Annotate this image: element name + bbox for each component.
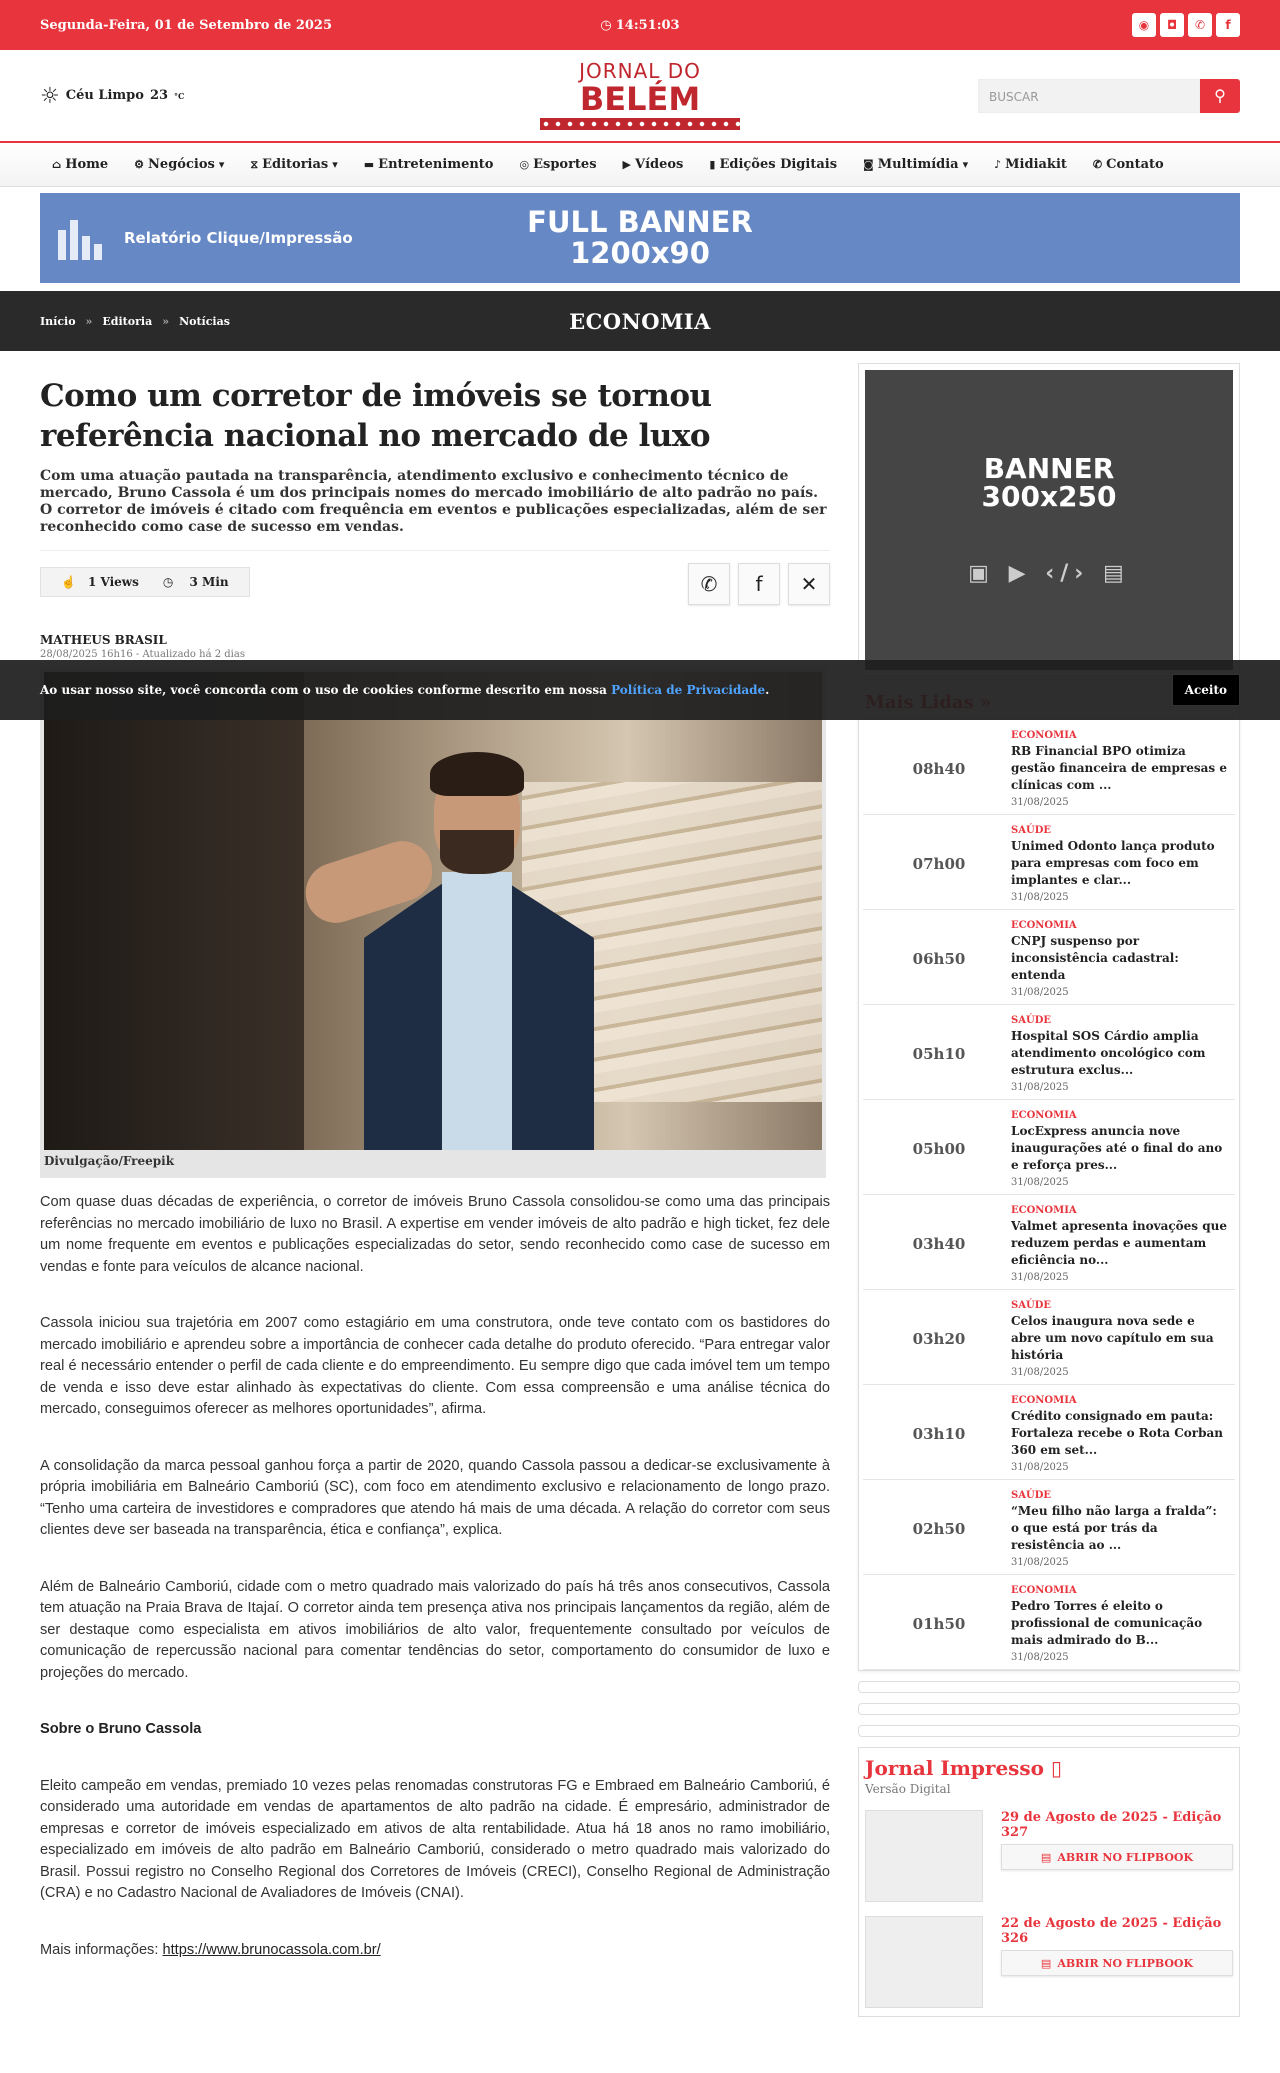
most-read-text <box>1009 730 1229 808</box>
nav-multimidia[interactable]: ◙ Multimídia ▾ <box>863 157 969 172</box>
clock <box>600 18 679 33</box>
impresso-title[interactable]: Jornal Impresso ▯ <box>865 1756 1063 1780</box>
empty-widget <box>858 1703 1240 1715</box>
logo-film-strip <box>540 118 740 130</box>
open-flipbook-button[interactable]: ▤ ABRIR NO FLIPBOOK <box>1001 1844 1233 1870</box>
most-read-date: 31/08/2025 <box>1011 1462 1069 1473</box>
bar-chart-icon <box>58 216 110 260</box>
article-paragraph: Com quase duas décadas de experiência, o corretor de imóveis Bruno Cassola consolidou-se como uma das principais referências no mercado imobiliário de luxo no Brasil. A expertise em vender imóveis de alto padrão e high ticket, fez dele um nome frequente em eventos e publicações especializadas do setor, sendo reconhecido como case de sucesso em vendas e fonte para veículos de alcance nacional. <box>40 1194 830 1275</box>
most-read-headline[interactable]: “Meu filho não larga a fralda”: o que está por trás da resistência ao ... <box>1011 1504 1217 1552</box>
most-read-headline[interactable]: LocExpress anuncia nove inaugurações até o final do ano e reforça pres... <box>1011 1124 1223 1172</box>
weather-label: Céu Limpo <box>65 88 144 103</box>
most-read-item[interactable] <box>863 1290 1235 1385</box>
breadcrumb-inicio[interactable]: Início <box>40 314 76 328</box>
most-read-category: ECONOMIA <box>1011 1205 1077 1216</box>
article-paragraph: A consolidação da marca pessoal ganhou força a partir de 2020, quando Cassola passou a dedicar-se exclusivamente à própria imobiliária em Balneário Camboriú (SC), com foco em atendimento exclusivo e relacionamento de longo prazo. “Tenho uma carteira de investidores e compradores que atendo há mais de uma década. A relação do corretor com seus clientes deve ser baseada na transparência, ética e confiança”, explica. <box>40 1457 830 1538</box>
article-meta-bar <box>40 550 830 605</box>
cookie-accept-button[interactable]: Aceito <box>1172 674 1240 706</box>
site-header <box>0 50 1280 143</box>
most-read-category: SAÚDE <box>1011 1015 1051 1026</box>
keyboard-icon: ▬ <box>363 158 375 171</box>
nav-home[interactable]: ⌂ Home <box>52 157 109 172</box>
nav-entretenimento[interactable]: ▬ Entretenimento <box>363 157 494 172</box>
most-read-text <box>1009 1395 1229 1473</box>
mobile-icon: ▯ <box>1051 1756 1063 1780</box>
edition-thumbnail[interactable] <box>865 1916 983 2008</box>
article-lead: Com uma atuação pautada na transparência, atendimento exclusivo e conhecimento técnico de mercado, Bruno Cassola é um dos principais nomes do mercado imobiliário de alto padrão no país. O corretor de imóveis é citado com frequência em eventos e publicações especializadas, além de ser reconhecido como case de sucesso em vendas. <box>40 468 827 535</box>
most-read-category: ECONOMIA <box>1011 920 1077 931</box>
full-banner-ad[interactable] <box>40 193 1240 283</box>
most-read-headline[interactable]: Valmet apresenta inovações que reduzem perdas e aumentam eficiência no... <box>1011 1219 1227 1267</box>
rss-icon[interactable]: ◉ <box>1132 13 1156 37</box>
most-read-category: ECONOMIA <box>1011 1110 1077 1121</box>
nav-edicoes-digitais[interactable]: ▮ Edições Digitais <box>709 157 838 172</box>
empty-widget <box>858 1681 1240 1693</box>
article <box>40 351 830 2017</box>
cookie-consent-bar <box>0 660 1280 720</box>
bell-icon: ♪ <box>994 158 1002 171</box>
most-read-item[interactable] <box>863 720 1235 815</box>
clock-icon: ◷ <box>600 17 612 33</box>
most-read-text <box>1009 1585 1229 1663</box>
impresso-subtitle: Versão Digital <box>865 1782 951 1796</box>
most-read-date: 31/08/2025 <box>1011 1177 1069 1188</box>
most-read-list <box>859 720 1239 1670</box>
most-read-text <box>1009 825 1229 903</box>
site-logo[interactable] <box>540 60 740 136</box>
most-read-time: 01h50 <box>912 1615 966 1633</box>
privacy-policy-link[interactable]: Política de Privacidade <box>611 683 766 697</box>
most-read-category: SAÚDE <box>1011 1300 1051 1311</box>
top-bar <box>0 0 1280 50</box>
banner-size-label: FULL BANNER 1200x90 <box>527 205 753 270</box>
article-subheading: Sobre o Bruno Cassola <box>40 1721 202 1737</box>
banner-300x250: BANNER 300x250 ▣ ▶ ‹/› ▤ <box>865 370 1233 670</box>
weather-widget <box>40 83 978 109</box>
most-read-time: 05h00 <box>912 1140 966 1158</box>
most-read-time: 08h40 <box>912 760 966 778</box>
share-buttons <box>688 563 830 605</box>
nav-midiakit[interactable]: ♪ Midiakit <box>994 157 1067 172</box>
most-read-headline[interactable]: Celos inaugura nova sede e abre um novo capítulo em sua história <box>1011 1314 1214 1362</box>
search-icon: ⚲ <box>1214 86 1226 105</box>
x-share-icon[interactable]: ✕ <box>788 563 830 605</box>
article-about: Eleito campeão em vendas, premiado 10 vezes pelas renomadas construtoras FG e Embraed em Balneário Camboriú, é considerado uma autoridade em vendas de apartamentos de alto padrão na cidade. É empresário, administrador de empresas e corretor de imóveis especializado em ativos de alta rentabilidade. Atua há 18 anos no ramo imobiliário, especializado em imóveis de alto padrão em Balneário Camboriú, considerado o metro quadrado mais valorizado do Brasil. Possui registro no Conselho Regional dos Corretores de Imóveis (CRECI), Conselho Regional de Administração (CRA) e no Cadastro Nacional de Avaliadores de Imóveis (CNAI). <box>40 1777 830 1901</box>
most-read-time: 02h50 <box>912 1520 966 1538</box>
breadcrumb-noticias[interactable]: Notícias <box>179 314 230 328</box>
thumbs-up-icon: ☝ <box>61 575 76 589</box>
most-read-category: ECONOMIA <box>1011 1585 1077 1596</box>
jornal-impresso-widget <box>858 1747 1240 2017</box>
most-read-headline[interactable]: Pedro Torres é eleito o profissional de comunicação mais admirado do B... <box>1011 1599 1203 1647</box>
main-content <box>0 351 1280 2017</box>
caret-down-icon: ▾ <box>332 158 338 171</box>
most-read-text <box>1009 1300 1229 1378</box>
article-paragraph: Cassola iniciou sua trajetória em 2007 como estagiário em uma construtora, onde teve contato com os bastidores do mercado imobiliário e aprendeu sobre a importância de conhecer cada detalhe do produto oferecido. “Para entregar valor real é necessário entender o perfil de cada cliente e do empreendimento. Eu sempre digo que cada imóvel tem um tempo de venda e isso deve estar alinhado às expectativas do cliente. Com essa compreensão e uma análise técnica do mercado, conseguimos oferecer as melhores oportunidades”, afirma. <box>40 1315 830 1417</box>
article-image <box>44 672 822 1150</box>
weather-temp: 23 <box>149 88 169 103</box>
article-pubdate: 28/08/2025 16h16 - Atualizado há 2 dias <box>40 649 245 660</box>
most-read-date: 31/08/2025 <box>1011 1367 1069 1378</box>
edition-title[interactable]: 29 de Agosto de 2025 - Edição 327 <box>1001 1810 1222 1840</box>
media-icons: ▣ ▶ ‹/› ▤ <box>968 560 1130 586</box>
most-read-category: SAÚDE <box>1011 1490 1051 1501</box>
logo-line1: JORNAL DO <box>579 59 701 83</box>
most-read-date: 31/08/2025 <box>1011 987 1069 998</box>
most-read-headline[interactable]: CNPJ suspenso por inconsistência cadastral: entenda <box>1011 934 1179 982</box>
empty-widget <box>858 1725 1240 1737</box>
article-author[interactable]: MATHEUS BRASIL <box>40 633 167 647</box>
most-read-date: 31/08/2025 <box>1011 892 1069 903</box>
most-read-item[interactable] <box>863 1195 1235 1290</box>
breadcrumb-separator: » <box>162 314 170 328</box>
camera-icon: ◙ <box>863 158 874 171</box>
caret-down-icon: ▾ <box>218 158 225 171</box>
nav-contato[interactable]: ✆ Contato <box>1092 157 1164 172</box>
stats-pill <box>40 567 250 597</box>
facebook-icon[interactable]: f <box>1216 13 1240 37</box>
clock-icon: ◷ <box>162 575 174 589</box>
weather-unit: °C <box>174 90 185 101</box>
banner-report-label: Relatório Clique/Impressão <box>124 229 353 247</box>
most-read-item[interactable] <box>863 910 1235 1005</box>
sun-icon: ☼ <box>40 82 60 109</box>
nav-videos[interactable]: ▶ Vídeos <box>622 157 684 172</box>
most-read-text <box>1009 1015 1229 1093</box>
section-bar <box>0 291 1280 351</box>
most-read-item[interactable] <box>863 1480 1235 1575</box>
section-title: ECONOMIA <box>569 308 711 334</box>
most-read-category: ECONOMIA <box>1011 730 1077 741</box>
most-read-date: 31/08/2025 <box>1011 1557 1069 1568</box>
most-read-item[interactable] <box>863 1385 1235 1480</box>
article-headline: Como um corretor de imóveis se tornou referência nacional no mercado de luxo <box>40 378 712 454</box>
nav-esportes[interactable]: ◎ Esportes <box>519 157 597 172</box>
gear-icon: ⚙ <box>134 158 145 171</box>
more-info-link[interactable]: https://www.brunocassola.com.br/ <box>162 1941 381 1958</box>
file-icon: ▮ <box>709 158 716 171</box>
facebook-share-icon[interactable]: f <box>738 563 780 605</box>
photo-caption: Divulgação/Freepik <box>44 1154 175 1168</box>
current-date: Segunda-Feira, 01 de Setembro de 2025 <box>40 17 333 33</box>
home-icon: ⌂ <box>52 158 62 171</box>
pdf-icon: ▤ <box>1040 1956 1052 1970</box>
views-count: ☝ 1 Views <box>49 575 151 589</box>
most-read-time: 03h40 <box>912 1235 966 1253</box>
cookie-text: Ao usar nosso site, você concorda com o uso de cookies conforme descrito em nossa Política de Privacidade. <box>40 683 770 697</box>
sidebar <box>858 351 1240 2017</box>
whatsapp-share-icon[interactable]: ✆ <box>688 563 730 605</box>
ball-icon: ◎ <box>519 158 530 171</box>
most-read-headline[interactable]: Hospital SOS Cárdio amplia atendimento oncológico com estrutura exclus... <box>1011 1029 1206 1077</box>
sidebar-banner-ad[interactable] <box>858 363 1240 677</box>
most-read-text <box>1009 920 1229 998</box>
rss-icon: ⧖ <box>250 157 259 171</box>
most-read-item[interactable] <box>863 1100 1235 1195</box>
breadcrumb-separator: » <box>85 314 93 328</box>
more-info: Mais informações: https://www.brunocassola.com.br/ <box>40 1941 381 1958</box>
most-read-time: 06h50 <box>912 950 966 968</box>
search-button[interactable] <box>1200 79 1240 113</box>
most-read-text <box>1009 1205 1229 1283</box>
article-body <box>40 1192 830 1961</box>
caret-down-icon: ▾ <box>962 158 969 171</box>
most-read-date: 31/08/2025 <box>1011 1272 1069 1283</box>
search-form <box>978 79 1240 113</box>
most-read-headline[interactable]: Crédito consignado em pauta: Fortaleza recebe o Rota Corban 360 em set... <box>1011 1409 1223 1457</box>
play-icon: ▶ <box>622 158 631 171</box>
most-read-text <box>1009 1110 1229 1188</box>
edition-item <box>865 1916 1233 2008</box>
most-read-headline[interactable]: RB Financial BPO otimiza gestão financeira de empresas e clínicas com ... <box>1011 744 1227 792</box>
read-time: ◷ 3 Min <box>151 575 241 589</box>
edition-item <box>865 1810 1233 1902</box>
pdf-icon: ▤ <box>1040 1850 1052 1864</box>
edition-title[interactable]: 22 de Agosto de 2025 - Edição 326 <box>1001 1916 1222 1946</box>
most-read-text <box>1009 1490 1229 1568</box>
social-links <box>1132 13 1240 37</box>
most-read-item[interactable] <box>863 1005 1235 1100</box>
most-read-category: SAÚDE <box>1011 825 1051 836</box>
article-photo <box>40 668 826 1178</box>
most-read-widget <box>858 679 1240 1671</box>
nav-editorias[interactable]: ⧖ Editorias ▾ <box>250 157 338 172</box>
most-read-time: 05h10 <box>912 1045 966 1063</box>
most-read-item[interactable] <box>863 815 1235 910</box>
most-read-date: 31/08/2025 <box>1011 797 1069 808</box>
nav-negocios[interactable]: ⚙ Negócios ▾ <box>134 157 225 172</box>
most-read-headline[interactable]: Unimed Odonto lança produto para empresas com foco em implantes e clar... <box>1011 839 1215 887</box>
logo-line2: BELÉM <box>579 80 701 118</box>
most-read-time: 03h20 <box>912 1330 966 1348</box>
most-read-item[interactable] <box>863 1575 1235 1670</box>
most-read-date: 31/08/2025 <box>1011 1082 1069 1093</box>
clock-time: 14:51:03 <box>615 17 680 33</box>
phone-icon: ✆ <box>1092 158 1103 171</box>
article-paragraph: Além de Balneário Camboriú, cidade com o metro quadrado mais valorizado do país há três anos consecutivos, Cassola tem atuação na Praia Brava de Itajaí. O corretor ainda tem presença ativa nos principais lançamentos da região, além de ser destaque como especialista em ativos imobiliários de alto valor, frequentemente consultado por veículos de comunicação de repercussão nacional para comentar tendências do setor, comportamento do consumidor de luxo e projeções do mercado. <box>40 1578 830 1681</box>
instagram-icon[interactable]: ◘ <box>1160 13 1184 37</box>
whatsapp-icon[interactable]: ✆ <box>1188 13 1212 37</box>
main-nav <box>0 143 1280 187</box>
most-read-category: ECONOMIA <box>1011 1395 1077 1406</box>
most-read-date: 31/08/2025 <box>1011 1652 1069 1663</box>
search-input[interactable]: BUSCAR <box>978 79 1200 113</box>
edition-thumbnail[interactable] <box>865 1810 983 1902</box>
most-read-time: 03h10 <box>912 1425 966 1443</box>
open-flipbook-button[interactable]: ▤ ABRIR NO FLIPBOOK <box>1001 1950 1233 1976</box>
most-read-time: 07h00 <box>912 855 966 873</box>
breadcrumb-editoria[interactable]: Editoria <box>102 314 153 328</box>
